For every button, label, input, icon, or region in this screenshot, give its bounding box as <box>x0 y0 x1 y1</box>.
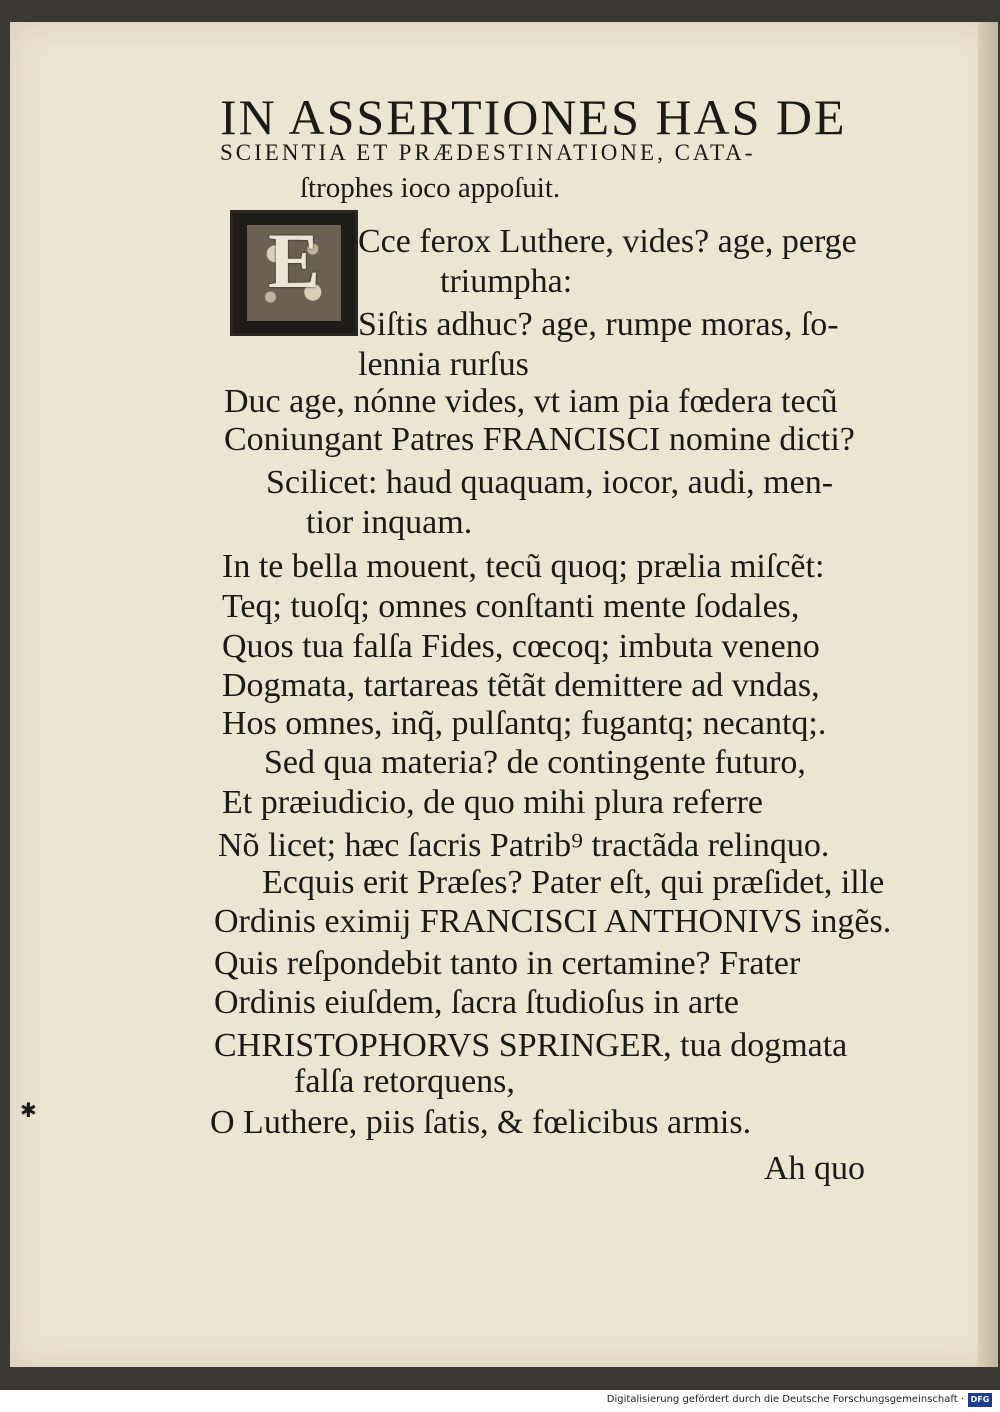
catchword: Ah quo <box>764 1150 866 1187</box>
text-line: CHRISTOPHORVS SPRINGER, tua dogmata <box>214 1027 848 1064</box>
margin-mark-icon: ✱ <box>20 1100 37 1122</box>
text-line: Et præiudicio, de quo mihi plura referre <box>222 784 763 821</box>
text-line: triumpha: <box>440 263 573 300</box>
text-line: Teq; tuoſq; omnes conſtanti mente ſodales, <box>222 588 800 625</box>
text-line: falſa retorquens, <box>294 1063 515 1100</box>
text-line: lennia rurſus <box>358 346 529 383</box>
heading-line-1: IN ASSERTIONES HAS DE <box>220 89 847 145</box>
dfg-logo: DFG <box>968 1393 992 1407</box>
text-line: Coniungant Patres FRANCISCI nomine dicti? <box>224 421 855 458</box>
text-line: Ecquis erit Præſes? Pater eſt, qui præſidet, ille <box>262 864 885 901</box>
text-line: Duc age, nónne vides, vt iam pia fœdera tecũ <box>224 383 838 420</box>
text-line: Sed qua materia? de contingente futuro, <box>264 744 806 781</box>
text-line: In te bella mouent, tecũ quoq; prælia miſcẽt: <box>222 548 825 585</box>
text-line: Ordinis eximij FRANCISCI ANTHONIVS ingẽs. <box>214 903 892 940</box>
decorated-initial <box>230 210 358 336</box>
digitization-footer <box>0 1390 1000 1412</box>
footer-credit: Digitalisierung gefördert durch die Deutsche Forschungsgemeinschaft · <box>606 1394 964 1405</box>
text-line: Ordinis eiuſdem, ſacra ſtudioſus in arte <box>214 984 739 1021</box>
text-line: Quis reſpondebit tanto in certamine? Frater <box>214 945 801 982</box>
page-edge <box>978 22 998 1367</box>
initial-letter: E <box>267 217 321 304</box>
text-line: tior inquam. <box>306 504 473 541</box>
text-line: Scilicet: haud quaquam, iocor, audi, men- <box>266 464 834 501</box>
text-line: Dogmata, tartareas tẽtãt demittere ad vndas, <box>222 667 820 704</box>
text-line: Cce ferox Luthere, vides? age, perge <box>358 223 857 260</box>
text-line: Nõ licet; hæc ſacris Patrib⁹ tractãda relinquo. <box>218 827 830 864</box>
text-line: Quos tua falſa Fides, cœcoq; imbuta veneno <box>222 628 820 665</box>
text-line: Siſtis adhuc? age, rumpe moras, ſo- <box>358 306 839 343</box>
text-line: O Luthere, piis ſatis, & fœlicibus armis. <box>210 1104 752 1141</box>
heading-line-2: SCIENTIA ET PRÆDESTINATIONE, CATA- <box>220 140 756 165</box>
text-line: Hos omnes, inq̃, pulſantq; fugantq; necantq;. <box>222 705 827 742</box>
heading-line-3: ſtrophes ioco appoſuit. <box>300 172 561 204</box>
